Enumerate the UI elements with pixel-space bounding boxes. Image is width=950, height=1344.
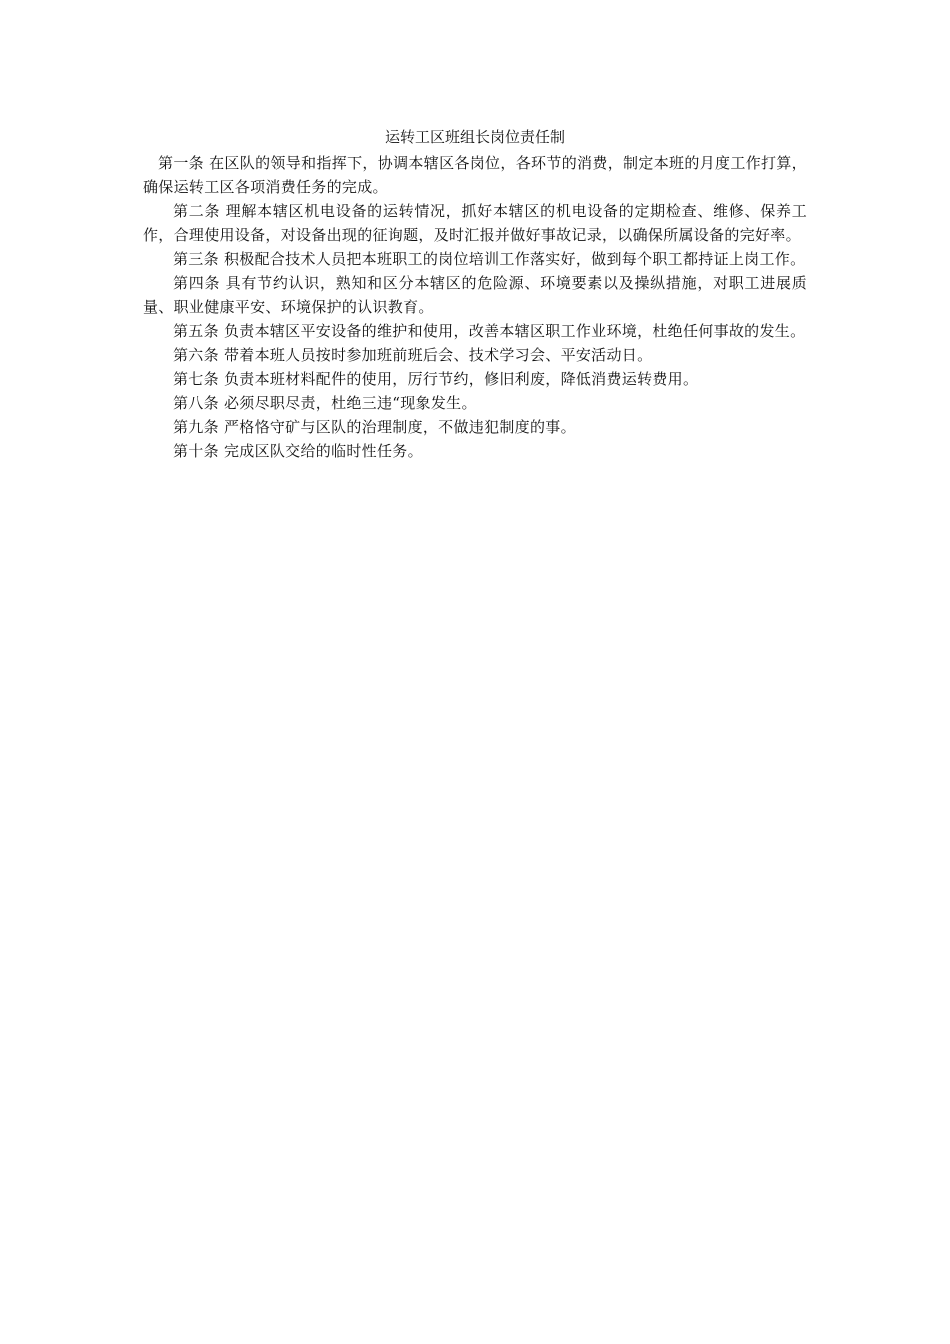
document-page <box>143 125 807 463</box>
document-title: 运转工区班组长岗位责任制 <box>384 128 565 146</box>
article-3: 第三条 积极配合技术人员把本班职工的岗位培训工作落实好，做到每个职工都持证上岗工作。 <box>173 250 806 268</box>
article-5: 第五条 负责本辖区平安设备的维护和使用，改善本辖区职工作业环境，杜绝任何事故的发生。 <box>173 322 806 340</box>
article-6: 第六条 带着本班人员按时参加班前班后会、技术学习会、平安活动日。 <box>173 346 653 364</box>
article-2: 第二条 理解本辖区机电设备的运转情况，抓好本辖区的机电设备的定期检查、维修、保养工作，合理使用设备，对设备出现的征询题，及时汇报并做好事故记录，以确保所属设备的完好率。 <box>143 202 807 244</box>
article-7: 第七条 负责本班材料配件的使用，厉行节约，修旧利废，降低消费运转费用。 <box>173 370 699 388</box>
article-8: 第八条 必须尽职尽责，杜绝三违“现象发生。 <box>173 394 477 412</box>
article-1: 第一条 在区队的领导和指挥下，协调本辖区各岗位，各环节的消费，制定本班的月度工作打算，确保运转工区各项消费任务的完成。 <box>143 154 807 196</box>
article-10: 第十条 完成区队交给的临时性任务。 <box>173 442 423 460</box>
article-4: 第四条 具有节约认识，熟知和区分本辖区的危险源、环境要素以及操纵措施，对职工进展质量、职业健康平安、环境保护的认识教育。 <box>143 274 807 316</box>
article-9: 第九条 严格恪守矿与区队的治理制度，不做违犯制度的事。 <box>173 418 576 436</box>
